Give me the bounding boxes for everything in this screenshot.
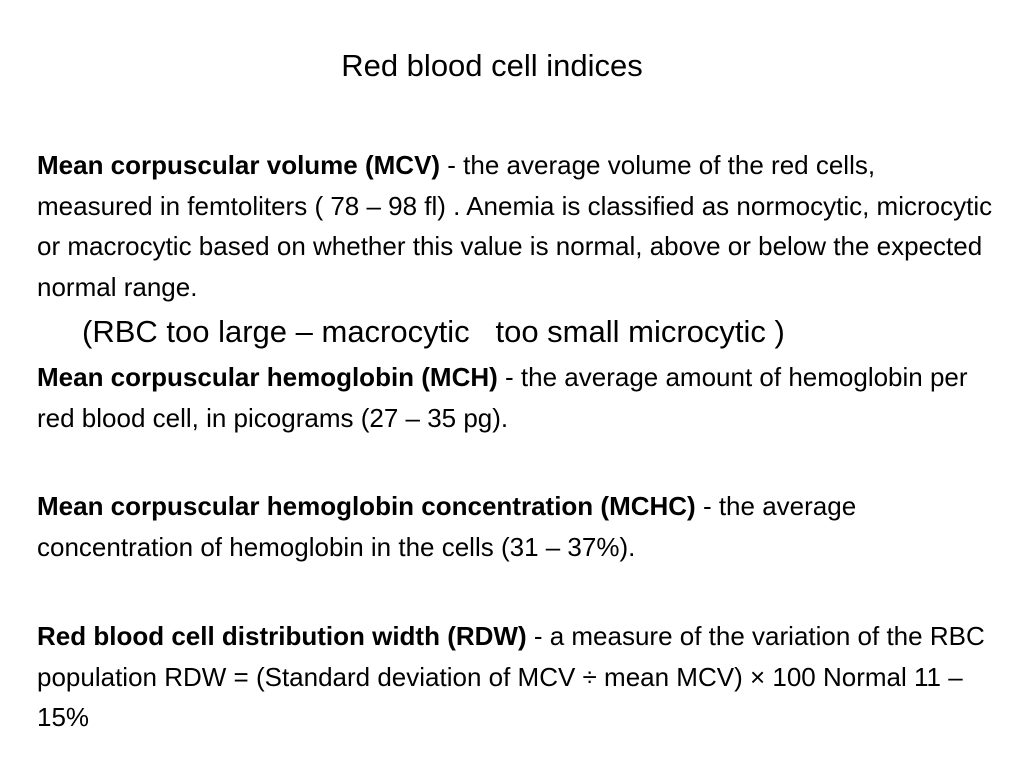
mchc-paragraph <box>37 486 997 567</box>
mcv-description: - the average volume of the red cells, measured in femtoliters ( 78 – 98 fl) . Anemia is classified as normocytic, microcytic or macrocytic based on whether this value is normal, above or below the expected normal range. <box>37 150 993 302</box>
slide-title-text: Red blood cell indices <box>341 48 643 83</box>
rdw-description: - a measure of the variation of the RBC population RDW = (Standard deviation of MCV ÷ mean MCV) × 100 Normal 11 – 15% <box>37 621 985 732</box>
rdw-paragraph <box>37 616 997 738</box>
mch-paragraph <box>37 357 997 438</box>
slide-title <box>0 46 1024 86</box>
rdw-term: Red blood cell distribution width (RDW) <box>37 621 527 651</box>
mcv-term: Mean corpuscular volume (MCV) <box>37 150 441 180</box>
mch-term: Mean corpuscular hemoglobin (MCH) <box>37 362 498 392</box>
mch-description: - the average amount of hemoglobin per red blood cell, in picograms (27 – 35 pg). <box>37 362 968 433</box>
size-note: (RBC too large – macrocytic too small microcytic ) <box>82 314 785 349</box>
mcv-paragraph <box>37 145 997 307</box>
mchc-description: - the average concentration of hemoglobin in the cells (31 – 37%). <box>37 491 857 562</box>
mchc-term: Mean corpuscular hemoglobin concentration (MCHC) <box>37 491 696 521</box>
